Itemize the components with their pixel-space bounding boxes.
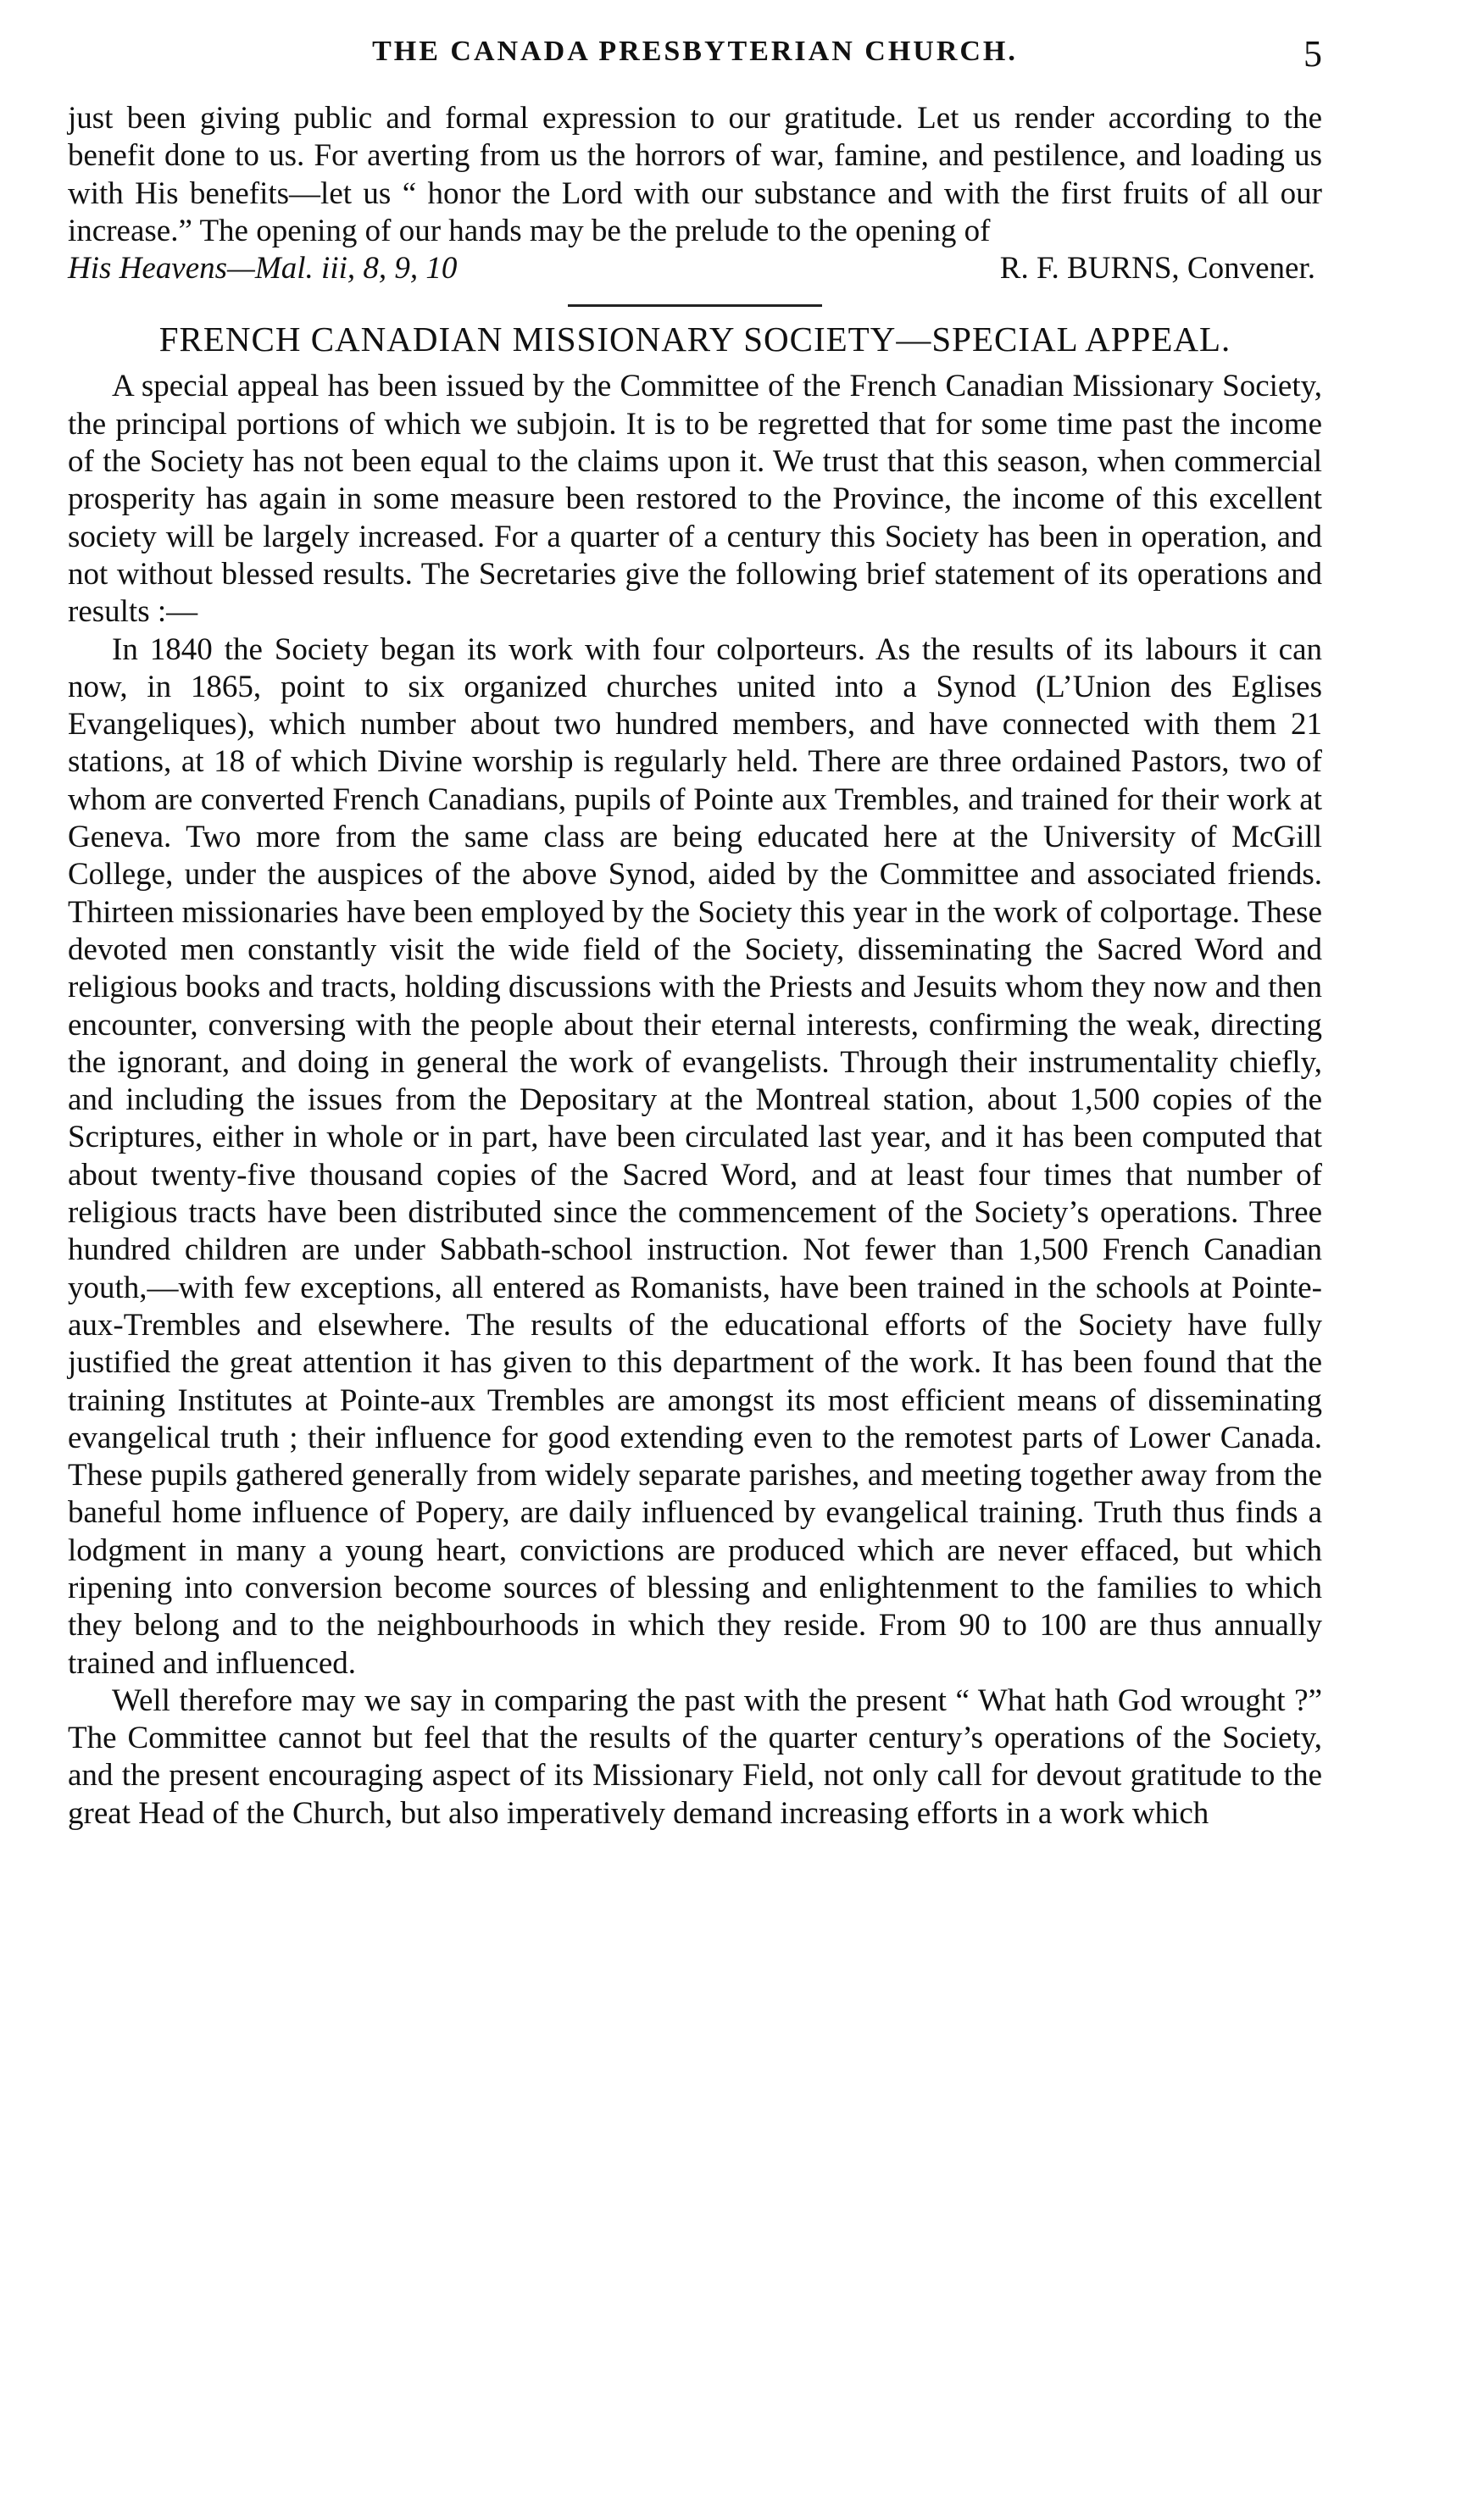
page-header [68,32,1322,83]
article-paragraph-1: A special appeal has been issued by the Committee of the French Canadian Missionary Society, the principal portions of which we subjoin. It is to be regretted that for some time past the income of the Society has not been equal to the claims upon it. We trust that this season, when commercial prosperity has again in some measure been restored to the Province, the income of this excellent society will be largely increased. For a quarter of a century this Society has been in operation, and not without blessed results. The Secretaries give the following brief statement of its operations and results :— [68,369,1322,630]
opening-paragraph: just been giving public and formal expression to our gratitude. Let us render according to the benefit done to us. For averting from us the horrors of war, famine, and pestilence, and loading us with His benefits—let us “ honor the Lord with our substance and with the first fruits of all our increase.” The opening of our hands may be the prelude to the opening of [68,101,1322,248]
article-title: FRENCH CANADIAN MISSIONARY SOCIETY—SPECIAL APPEAL. [158,320,1231,359]
article-paragraph-3: Well therefore may we say in comparing the past with the present “ What hath God wrought ?” The Committee cannot but feel that the results of the quarter century’s operations of the Society, and the present encouraging aspect of its Missionary Field, not only call for devout gratitude to the great Head of the Church, but also imperatively demand increasing efforts in a work which [68,1682,1322,1831]
closing-line [68,250,1322,287]
page-number: 5 [1303,33,1322,75]
section-divider [568,304,822,307]
article-paragraph-2: In 1840 the Society began its work with four colporteurs. As the results of its labours it can now, in 1865, point to six organized churches united into a Synod (L’Union des Eglises Evangeliques), which number about two hundred members, and have connected with them 21 stations, at 18 of which Divine worship is regularly held. There are three ordained Pastors, two of whom are converted French Canadians, pupils of Pointe aux Trembles, and trained for their work at Geneva. Two more from the same class are being educated here at the University of McGill College, under the auspices of the above Synod, aided by the Committee and associated friends. Thirteen missionaries have been employed by the Society this year in the work of colportage. These devoted men constantly visit the wide field of the Society, disseminating the Sacred Word and religious books and tracts, holding discussions with the Priests and Jesuits whom they now and then encounter, conversing with the people about their eternal interests, confirming the weak, directing the ignorant, and doing in general the work of evangelists. Through their instrumentality chiefly, and including the issues from the Depositary at the Montreal station, about 1,500 copies of the Scriptures, either in whole or in part, have been circulated last year, and it has been computed that about twenty-five thousand copies of the Sacred Word, and at least four times that number of religious tracts have been distributed since the commencement of the Society’s operations. Three hundred children are under Sabbath-school instruction. Not fewer than 1,500 French Canadian youth,—with few exceptions, all entered as Romanists, have been trained in the schools at Pointe-aux-Trembles and elsewhere. The results of the educational efforts of the Society have fully justified the great attention it has given to this department of the work. It has been found that the training Institutes at Pointe-aux Trembles are amongst its most efficient means of disseminating evangelical truth ; their influence for good extending even to the remotest parts of Lower Canada. These pupils gathered generally from widely separate parishes, and meeting together away from the baneful home influence of Popery, are daily influenced by evangelical training. Truth thus finds a lodgment in many a young heart, convictions are produced which are never effaced, but which ripening into conversion become sources of blessing and enlightenment to the families to which they belong and to the neighbourhoods in which they reside. From 90 to 100 are thus annually trained and influenced. [68,631,1322,1681]
running-head: THE CANADA PRESBYTERIAN CHURCH. [372,36,1018,67]
signature: R. F. BURNS, Convener. [999,251,1315,286]
page-body [68,100,1322,1833]
scripture-citation: His Heavens—Mal. iii, 8, 9, 10 [68,251,458,286]
